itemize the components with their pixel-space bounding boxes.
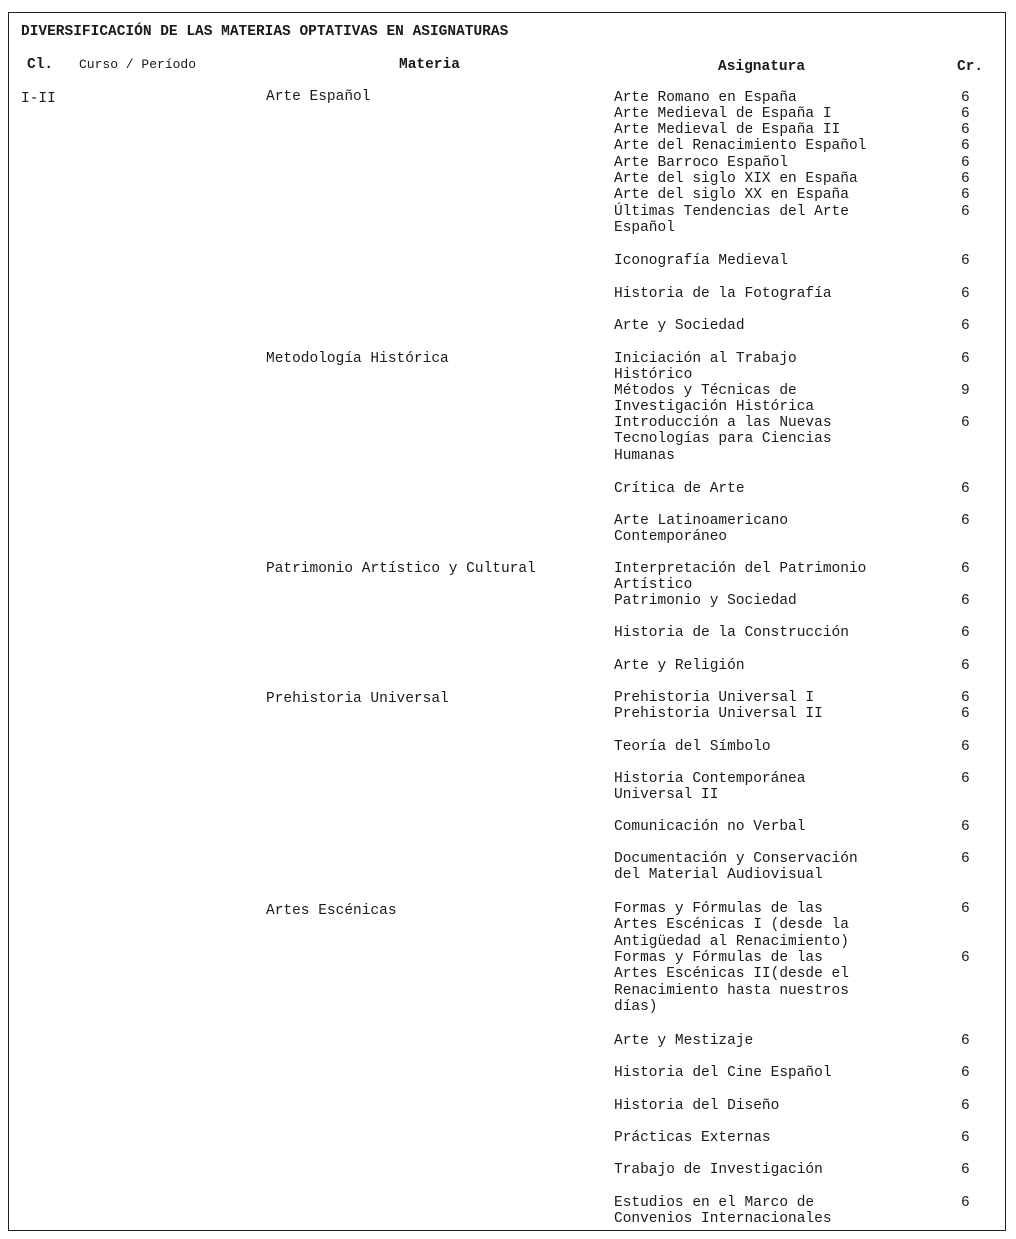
asignatura-name: Arte Barroco Español — [614, 155, 789, 171]
creditos-value: 6 — [961, 253, 970, 269]
asignatura-name: Investigación Histórica — [614, 399, 815, 416]
asignatura-name: Arte del Renacimiento Español — [614, 138, 867, 154]
creditos-value: 6 — [961, 561, 970, 577]
asignatura-name: Últimas Tendencias del Arte — [614, 204, 849, 220]
materia-label: Arte Español — [266, 89, 371, 105]
asignatura-name: días) — [614, 998, 658, 1015]
asignatura-name: Crítica de Arte — [614, 481, 745, 497]
asignatura-name: Arte del siglo XIX en España — [614, 171, 858, 187]
asignatura-name: Teoría del Símbolo — [614, 739, 771, 755]
asignatura-name: Arte del siglo XX en España — [614, 187, 849, 203]
creditos-value: 6 — [961, 481, 970, 497]
asignatura-name: Artes Escénicas I (desde la — [614, 917, 849, 934]
asignatura-name: Español — [614, 220, 675, 237]
asignatura-name: Historia de la Fotografía — [614, 286, 832, 302]
creditos-value: 6 — [961, 1195, 970, 1211]
creditos-value: 6 — [961, 286, 970, 302]
creditos-value: 6 — [961, 106, 970, 122]
asignatura-name: Historia de la Construcción — [614, 625, 849, 641]
materia-label: Metodología Histórica — [266, 351, 449, 367]
asignatura-name: Métodos y Técnicas de — [614, 383, 797, 399]
asignatura-name: Tecnologías para Ciencias — [614, 431, 832, 448]
asignatura-name: Antigüedad al Renacimiento) — [614, 933, 849, 950]
asignatura-name: Convenios Internacionales — [614, 1211, 832, 1228]
asignatura-name: Universal II — [614, 787, 719, 804]
creditos-value: 6 — [961, 171, 970, 187]
asignatura-name: Prehistoria Universal I — [614, 690, 815, 706]
creditos-value: 6 — [961, 690, 970, 706]
header-asignatura: Asignatura — [718, 59, 806, 75]
asignatura-name: Historia del Diseño — [614, 1098, 780, 1114]
asignatura-name: Introducción a las Nuevas — [614, 415, 832, 431]
header-cr: Cr. — [957, 59, 984, 75]
document-title: DIVERSIFICACIÓN DE LAS MATERIAS OPTATIVAS EN ASIGNATURAS — [21, 24, 509, 40]
asignatura-name: Arte Romano en España — [614, 90, 797, 106]
asignatura-name: Estudios en el Marco de — [614, 1195, 815, 1211]
header-curso-periodo: Curso / Período — [79, 57, 197, 72]
creditos-value: 6 — [961, 513, 970, 529]
creditos-value: 6 — [961, 901, 970, 917]
asignatura-name: Humanas — [614, 447, 675, 464]
creditos-value: 6 — [961, 1065, 970, 1081]
document-frame — [8, 12, 1006, 1231]
creditos-value: 6 — [961, 771, 970, 787]
asignatura-name: Arte y Mestizaje — [614, 1033, 754, 1049]
materia-label: Artes Escénicas — [266, 903, 397, 919]
asignatura-name: Formas y Fórmulas de las — [614, 901, 823, 917]
creditos-value: 6 — [961, 155, 970, 171]
creditos-value: 6 — [961, 318, 970, 334]
header-materia: Materia — [399, 57, 460, 73]
materia-label: Prehistoria Universal — [266, 691, 449, 707]
asignatura-name: Trabajo de Investigación — [614, 1162, 823, 1178]
creditos-value: 6 — [961, 625, 970, 641]
asignatura-name: del Material Audiovisual — [614, 867, 823, 884]
creditos-value: 6 — [961, 950, 970, 966]
asignatura-name: Historia del Cine Español — [614, 1065, 832, 1081]
asignatura-name: Patrimonio y Sociedad — [614, 593, 797, 609]
creditos-value: 6 — [961, 739, 970, 755]
creditos-value: 6 — [961, 1130, 970, 1146]
creditos-value: 6 — [961, 138, 970, 154]
asignatura-name: Contemporáneo — [614, 529, 728, 546]
creditos-value: 6 — [961, 851, 970, 867]
creditos-value: 6 — [961, 204, 970, 220]
ciclo-label: I-II — [21, 91, 56, 107]
asignatura-name: Arte y Religión — [614, 658, 745, 674]
asignatura-name: Arte Latinoamericano — [614, 513, 789, 529]
asignatura-name: Iniciación al Trabajo — [614, 351, 797, 367]
asignatura-name: Arte y Sociedad — [614, 318, 745, 334]
creditos-value: 6 — [961, 351, 970, 367]
asignatura-name: Renacimiento hasta nuestros — [614, 982, 849, 999]
asignatura-name: Iconografía Medieval — [614, 253, 789, 269]
asignatura-name: Prehistoria Universal II — [614, 706, 823, 722]
asignatura-name: Prácticas Externas — [614, 1130, 771, 1146]
asignatura-name: Histórico — [614, 367, 693, 384]
asignatura-name: Documentación y Conservación — [614, 851, 858, 867]
creditos-value: 6 — [961, 90, 970, 106]
creditos-value: 6 — [961, 819, 970, 835]
creditos-value: 6 — [961, 415, 970, 431]
header-cl: Cl. — [27, 57, 54, 73]
creditos-value: 6 — [961, 122, 970, 138]
asignatura-name: Arte Medieval de España II — [614, 122, 841, 138]
creditos-value: 6 — [961, 706, 970, 722]
creditos-value: 9 — [961, 383, 970, 399]
asignatura-name: Artístico — [614, 577, 693, 594]
creditos-value: 6 — [961, 187, 970, 203]
creditos-value: 6 — [961, 1033, 970, 1049]
creditos-value: 6 — [961, 1098, 970, 1114]
creditos-value: 6 — [961, 658, 970, 674]
asignatura-name: Formas y Fórmulas de las — [614, 950, 823, 966]
creditos-value: 6 — [961, 1162, 970, 1178]
materia-label: Patrimonio Artístico y Cultural — [266, 561, 536, 577]
asignatura-name: Historia Contemporánea — [614, 771, 806, 787]
asignatura-name: Interpretación del Patrimonio — [614, 561, 867, 577]
creditos-value: 6 — [961, 593, 970, 609]
asignatura-name: Arte Medieval de España I — [614, 106, 832, 122]
asignatura-name: Comunicación no Verbal — [614, 819, 806, 835]
asignatura-name: Artes Escénicas II(desde el — [614, 966, 849, 983]
